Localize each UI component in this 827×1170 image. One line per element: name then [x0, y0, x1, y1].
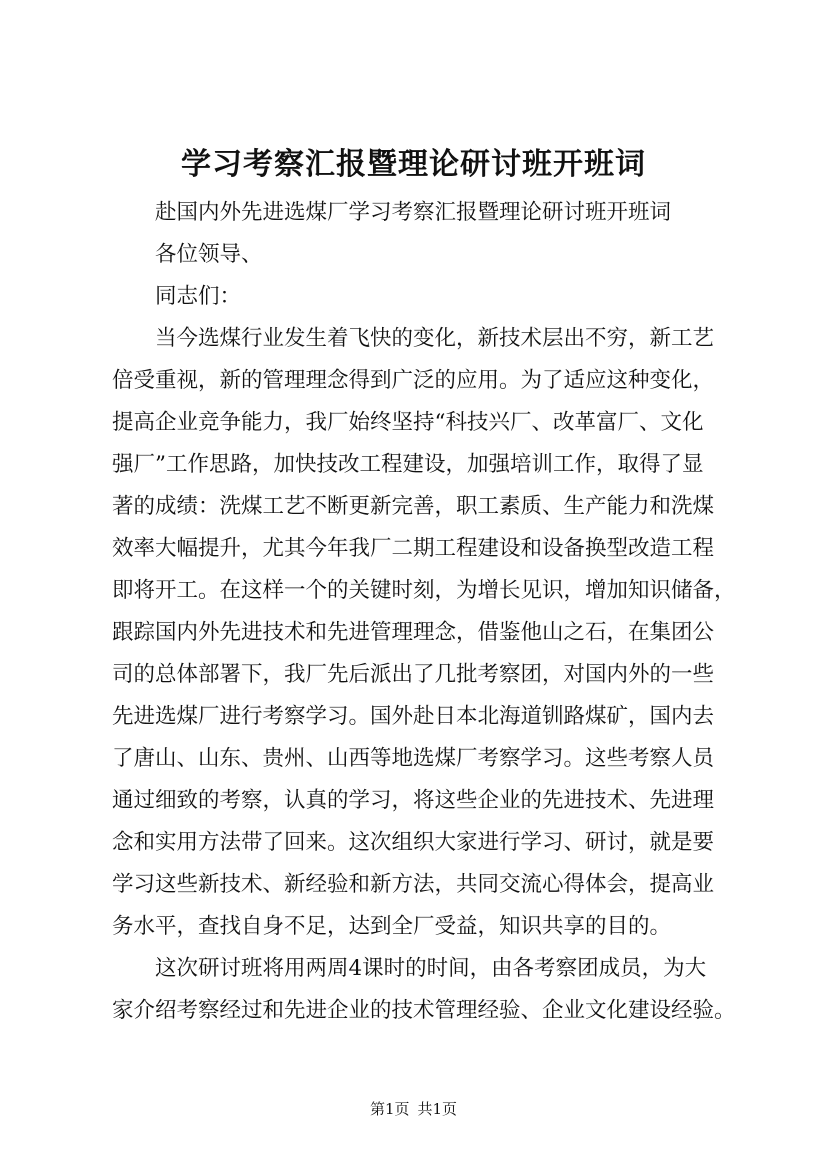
text-line: 司的总体部署下，我厂先后派出了几批考察团，对国内外的一些 [112, 662, 715, 687]
text-line: 倍受重视，新的管理理念得到广泛的应用。为了适应这种变化， [112, 368, 715, 393]
text-line: 念和实用方法带了回来。这次组织大家进行学习、研讨，就是要 [112, 830, 715, 855]
text-line: 强厂”工作思路，加快技改工程建设，加强培训工作，取得了显 [112, 452, 704, 477]
text-line: 各位领导、 [155, 242, 263, 267]
text-line: 效率大幅提升，尤其今年我厂二期工程建设和设备换型改造工程 [112, 536, 715, 561]
document-body [112, 192, 736, 1032]
page-number: 第1页 [369, 1100, 410, 1118]
text-line: 当今选煤行业发生着飞快的变化，新技术层出不穷，新工艺 [155, 326, 715, 351]
text-line: 即将开工。在这样一个的关键时刻，为增长见识，增加知识储备， [112, 578, 736, 603]
text-line: 著的成绩：洗煤工艺不断更新完善，职工素质、生产能力和洗煤 [112, 494, 715, 519]
text-line: 家介绍考察经过和先进企业的技术管理经验、企业文化建设经验。 [112, 998, 736, 1023]
text-line: 同志们： [155, 284, 242, 309]
text-line: 学习这些新技术、新经验和新方法，共同交流心得体会，提高业 [112, 872, 715, 897]
document-title: 学习考察汇报暨理论研讨班开班词 [181, 147, 646, 182]
text-line: 赴国内外先进选煤厂学习考察汇报暨理论研讨班开班词 [155, 200, 672, 225]
page-footer [0, 1098, 827, 1120]
text-line: 先进选煤厂进行考察学习。国外赴日本北海道钏路煤矿，国内去 [112, 704, 715, 729]
text-line: 了唐山、山东、贵州、山西等地选煤厂考察学习。这些考察人员 [112, 746, 715, 771]
page-total: 共1页 [417, 1100, 458, 1118]
text-line: 跟踪国内外先进技术和先进管理理念，借鉴他山之石，在集团公 [112, 620, 715, 645]
text-line: 通过细致的考察，认真的学习，将这些企业的先进技术、先进理 [112, 788, 715, 813]
text-line: 务水平，查找自身不足，达到全厂受益，知识共享的目的。 [112, 914, 672, 939]
text-line: 这次研讨班将用两周4课时的时间，由各考察团成员，为大 [155, 956, 707, 981]
text-line: 提高企业竞争能力，我厂始终坚持“科技兴厂、改革富厂、文化 [112, 410, 704, 435]
